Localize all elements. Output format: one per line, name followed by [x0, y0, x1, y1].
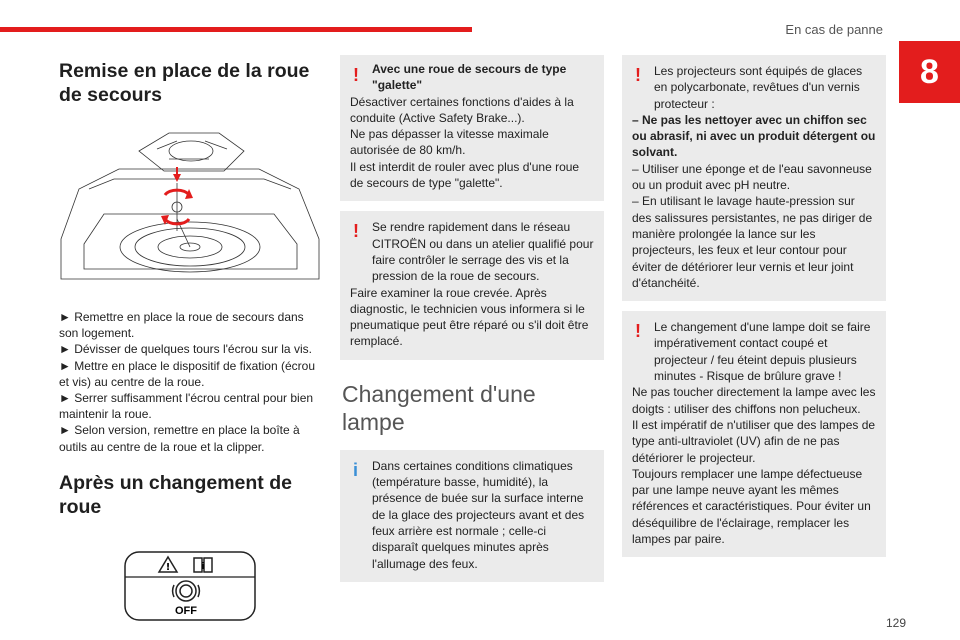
notice-line: Toujours remplacer une lampe défectueuse par une lampe neuve ayant les mêmes références et caractéristiques. Pour éviter un déséquilibre de l'éclairage, remplacer les lampes par paire.: [632, 466, 871, 547]
info-icon: i: [353, 459, 359, 480]
step-5: ► Selon version, remettre en place la boîte à outils au centre de la roue et la clipper.: [59, 423, 300, 454]
chapter-number: 8: [899, 41, 960, 103]
column-2: [340, 55, 604, 582]
info-notice-fog: [340, 450, 604, 582]
warning-notice-polycarbonate: [622, 55, 886, 301]
warning-icon: !: [353, 65, 359, 85]
warning-icon: !: [353, 221, 359, 242]
notice-item: – Utiliser une éponge et de l'eau savonneuse ou un produit avec pH neutre.: [632, 161, 872, 193]
svg-text:!: !: [165, 561, 171, 573]
notice-line: Ne pas dépasser la vitesse maximale autorisée de 80 km/h.: [350, 127, 549, 158]
header-accent-bar: [0, 27, 472, 32]
info-text: Dans certaines conditions climatiques (température basse, humidité), la présence de buée sur la surface interne de la glace des projecteurs avant et des feux arrière est normale ; celle-ci disparaît quelques minutes après l'allumage des feux.: [372, 458, 585, 571]
notice-first: Le changement d'une lampe doit se faire impérativement contact coupé et projecteur / feu éteint depuis plusieurs minutes - Risque de brûlure grave !: [654, 320, 871, 384]
spare-wheel-illustration: [59, 119, 321, 287]
section-heading-remise: Remise en place de la roue de secours: [59, 60, 310, 106]
step-1: ► Remettre en place la roue de secours dans son logement.: [59, 310, 304, 341]
notice-line: Il est impératif de n'utiliser que des lampes de type anti-ultraviolet (UV) afin de ne pas détériorer le projecteur.: [632, 417, 876, 465]
svg-text:i: i: [201, 561, 205, 572]
notice-line: Il est interdit de rouler avec plus d'une roue de secours de type "galette".: [350, 159, 580, 191]
column-3: [622, 55, 886, 557]
step-3: ► Mettre en place le dispositif de fixation (écrou et vis) au centre de la roue.: [59, 358, 316, 389]
warning-icon: !: [635, 65, 641, 85]
warning-notice-network: [340, 211, 604, 359]
notice-item: – En utilisant le lavage haute-pression sur des salissures persistantes, ne pas diriger de manière prolongée la lance sur les projecteurs, les feux et leur contour pour éviter de détériorer leur vernis et leur joint d'étanchéité.: [632, 194, 873, 290]
notice-bold-item: – Ne pas les nettoyer avec un chiffon sec ou abrasif, ni avec un produit détergent ou solvant.: [632, 112, 876, 160]
off-label: OFF: [175, 604, 197, 617]
page-number: 129: [885, 616, 906, 630]
warning-notice-lamp-change: [622, 311, 886, 557]
section-heading-lampe: Changement d'une lampe: [342, 380, 536, 435]
notice-line: Ne pas toucher directement la lampe avec les doigts : utiliser des chiffons non pelucheux.: [632, 385, 876, 416]
instruction-steps: [59, 309, 321, 455]
notice-rest: Faire examiner la roue crevée. Après diagnostic, le technicien vous informera si le pneumatique peut être réparé ou s'il doit être remplacé.: [350, 285, 589, 349]
step-2: ► Dévisser de quelques tours l'écrou sur la vis.: [59, 342, 312, 357]
warning-icon: !: [635, 321, 641, 342]
notice-line: Désactiver certaines fonctions d'aides à la conduite (Active Safety Brake...).: [350, 94, 574, 125]
warning-notice-spare-wheel: [340, 55, 604, 201]
column-1: [59, 55, 321, 621]
section-heading-apres: Après un changement de roue: [59, 471, 292, 518]
active-safety-brake-off-icon: [124, 551, 256, 621]
notice-first: Se rendre rapidement dans le réseau CITROËN ou dans un atelier qualifié pour faire contrôler le serrage des vis et la pression de la roue de secours.: [372, 220, 594, 284]
notice-title: Avec une roue de secours de type "galette": [372, 62, 567, 93]
section-label: En cas de panne: [785, 22, 883, 37]
step-4: ► Serrer suffisamment l'écrou central pour bien maintenir la roue.: [59, 391, 314, 422]
notice-intro: Les projecteurs sont équipés de glaces en polycarbonate, revêtues d'un vernis protecteur :: [654, 64, 863, 111]
